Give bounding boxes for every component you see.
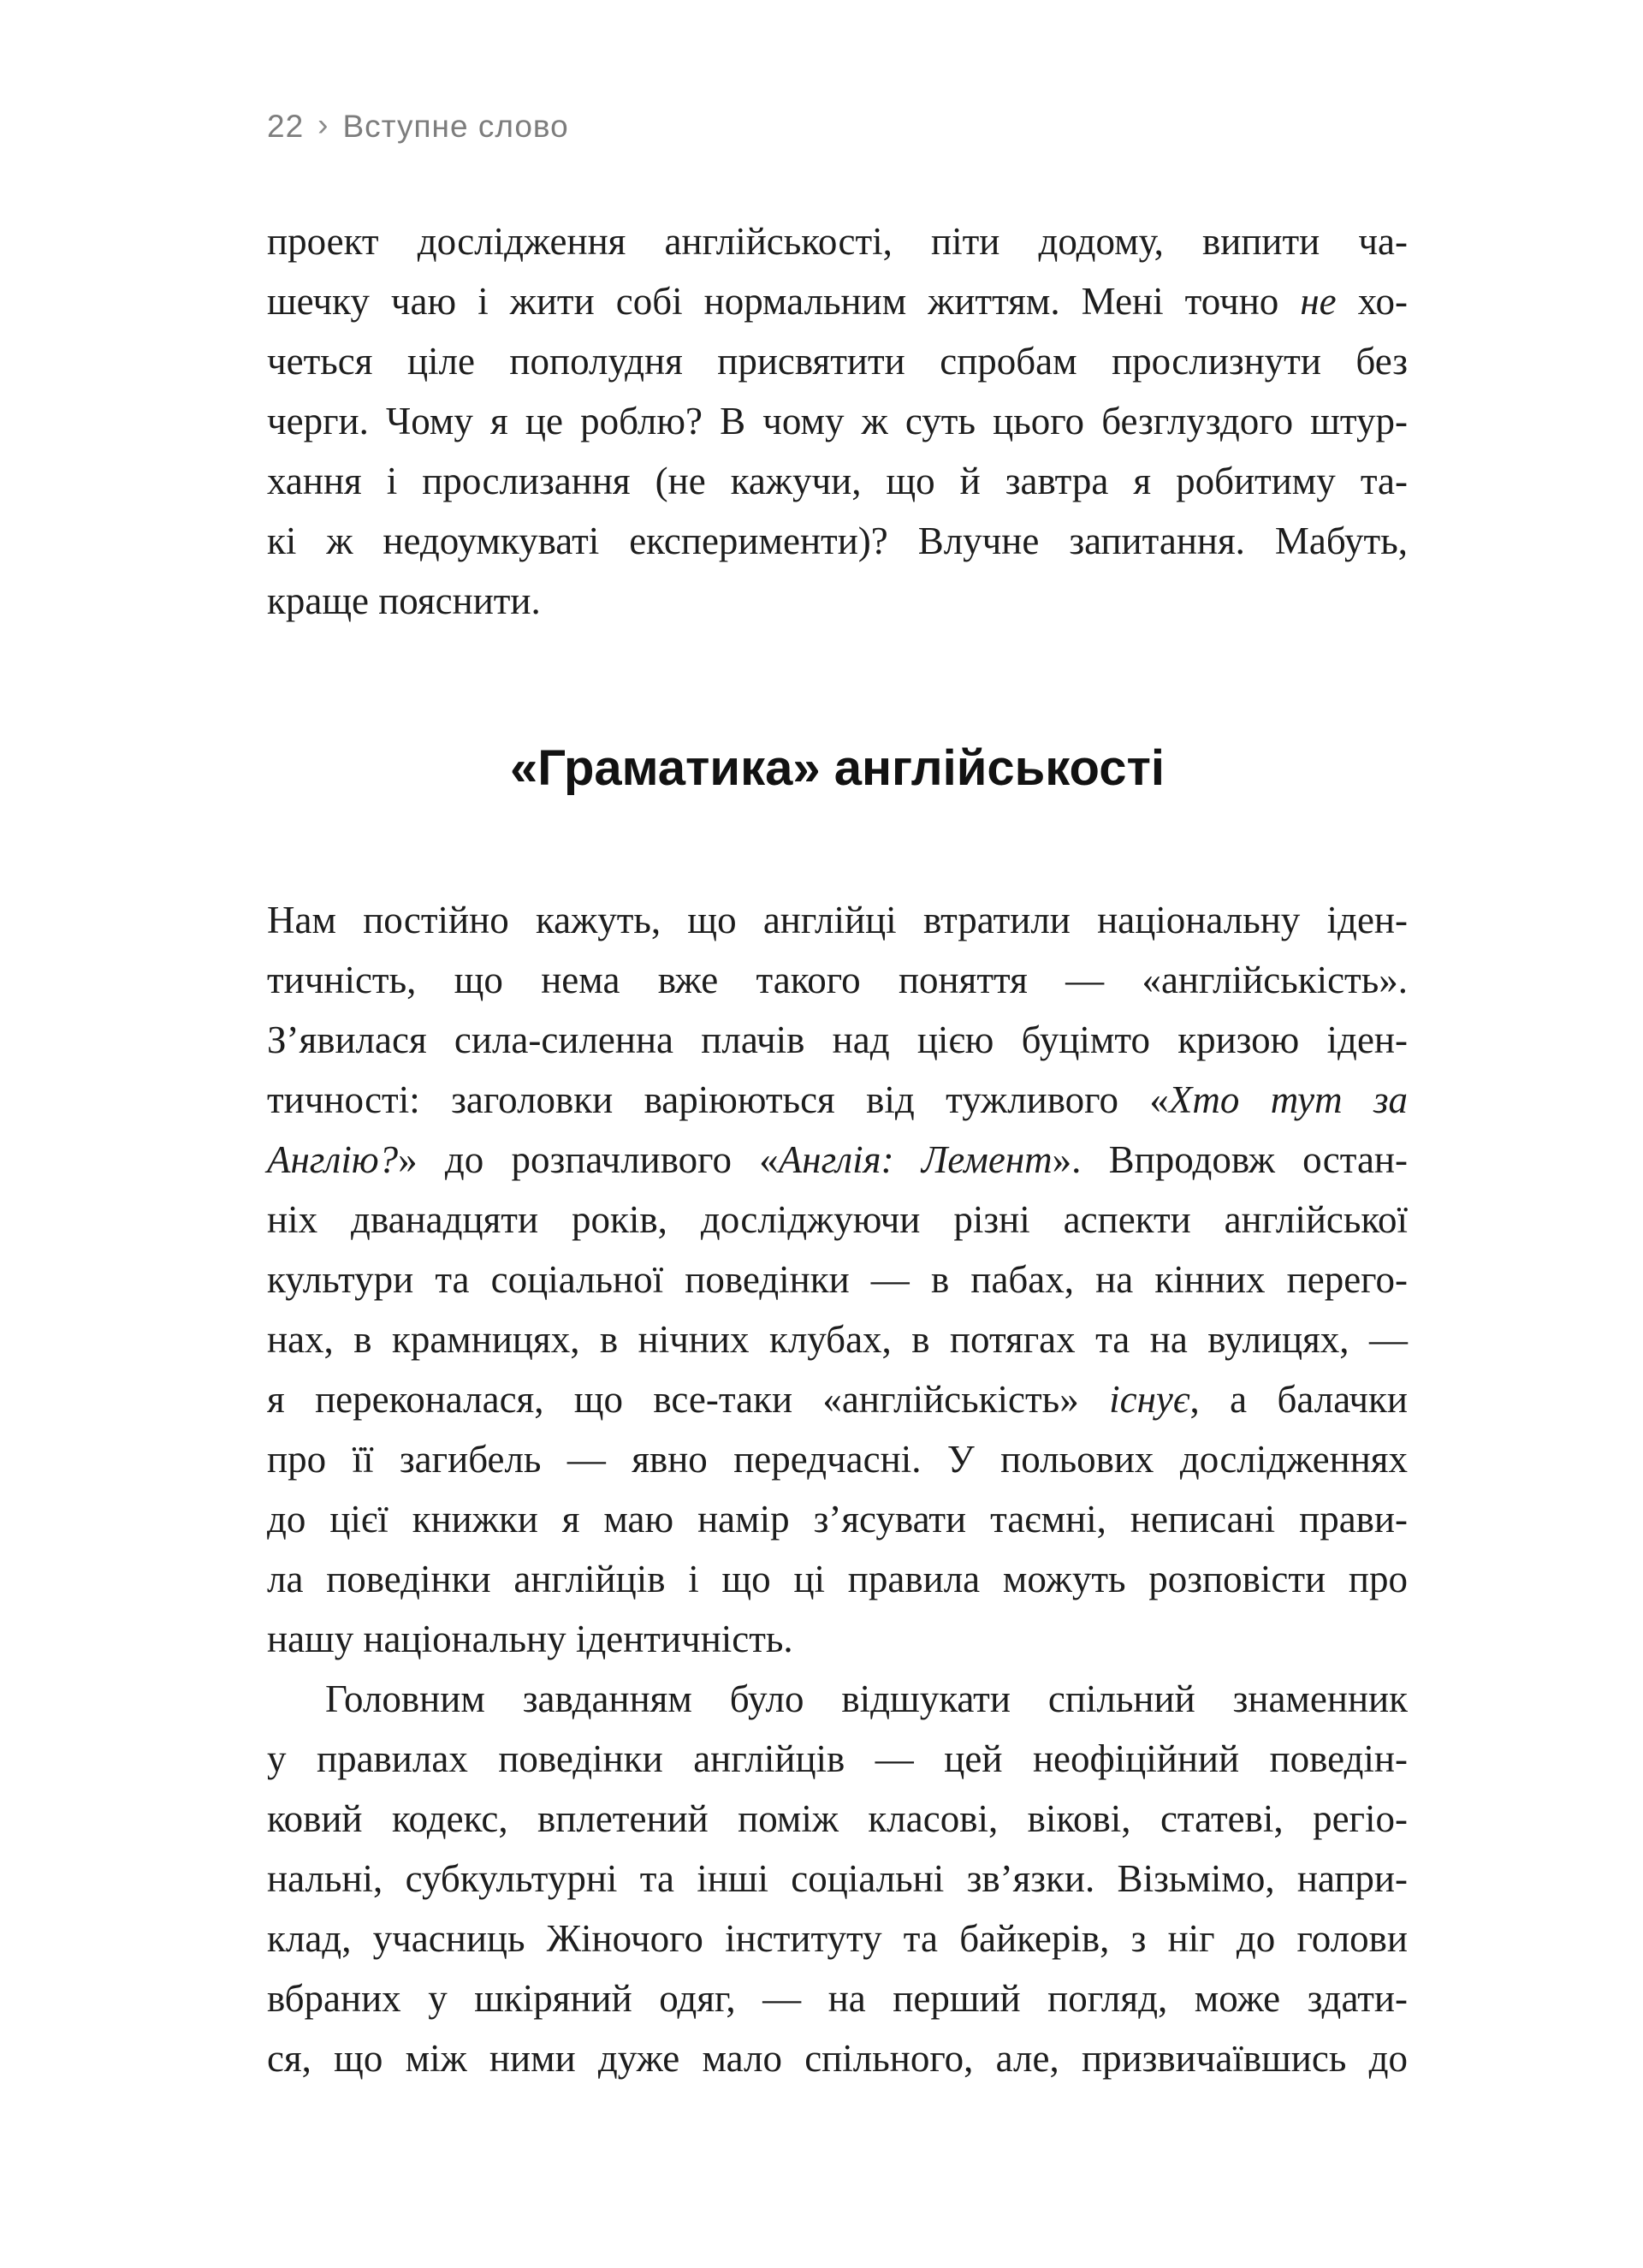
body-text: хо- — [1336, 280, 1408, 323]
body-text: ла поведінки англійців і що ці правила можуть розповісти про — [267, 1558, 1408, 1600]
text-line — [267, 571, 1408, 631]
body-text: тичність, що нема вже такого поняття — «англійськість». — [267, 959, 1408, 1001]
body-text: З’явилася сила-силенна плачів над цією буцімто кризою іден- — [267, 1018, 1408, 1061]
body-text: тичності: заголовки варіюються від тужливого « — [267, 1078, 1169, 1121]
text-line — [267, 331, 1408, 391]
text-line — [267, 1489, 1408, 1549]
body-text: нальні, субкультурні та інші соціальні зв’язки. Візьмімо, напри- — [267, 1857, 1408, 1900]
body-text: ніх дванадцяти років, досліджуючи різні аспекти англійської — [267, 1198, 1408, 1241]
body-text: ». Впродовж остан- — [1052, 1138, 1409, 1181]
text-line — [267, 211, 1408, 271]
section-heading: «Граматика» англійськості — [510, 740, 1165, 796]
text-line — [267, 1070, 1408, 1130]
text-line — [267, 1609, 1408, 1669]
body-text: шечку чаю і жити собі нормальним життям. Мені точно — [267, 280, 1301, 323]
text-line — [267, 890, 1408, 950]
text-line — [267, 1849, 1408, 1909]
italic-text: Хто тут за — [1168, 1078, 1409, 1121]
paragraph — [267, 211, 1408, 631]
body-text: ся, що між ними дуже мало спільного, але, призвичаївшись до — [267, 2037, 1408, 2080]
body-text: черги. Чому я це роблю? В чому ж суть цього безглуздого штур- — [267, 400, 1408, 442]
paragraph — [267, 1669, 1408, 2088]
body-text: , а балачки — [1189, 1378, 1408, 1421]
body-text: Нам постійно кажуть, що англійці втратили національну іден- — [267, 899, 1408, 941]
text-line — [267, 391, 1408, 451]
body-text: краще пояснити. — [267, 579, 541, 622]
italic-text: не — [1300, 280, 1337, 323]
text-line — [267, 1250, 1408, 1309]
italic-text: Англію? — [267, 1138, 399, 1181]
page-number: 22 — [267, 109, 305, 144]
body-text: нах, в крамницях, в нічних клубах, в потягах та на вулицях, — — [267, 1318, 1408, 1361]
running-title: Вступне слово — [342, 109, 569, 144]
text-line — [267, 1010, 1408, 1070]
text-line — [267, 1369, 1408, 1429]
text-line — [267, 2028, 1408, 2088]
body-text: ковий кодекс, вплетений поміж класові, вікові, статеві, регіо- — [267, 1797, 1408, 1840]
body-text: Головним завданням було відшукати спільний знаменник — [325, 1677, 1408, 1720]
text-line — [267, 1669, 1408, 1729]
italic-text: існує — [1109, 1378, 1190, 1421]
text-content — [267, 211, 1408, 2088]
body-text: четься ціле пополудня присвятити спробам прослизнути без — [267, 340, 1408, 383]
running-header — [267, 108, 569, 145]
text-line — [267, 271, 1408, 331]
text-line — [267, 1130, 1408, 1190]
body-text: до цієї книжки я маю намір з’ясувати таємні, неписані прави- — [267, 1498, 1408, 1541]
text-line — [267, 1729, 1408, 1789]
body-text: у правилах поведінки англійців — цей неофіційний поведін- — [267, 1737, 1408, 1780]
body-text: вбраних у шкіряний одяг, — на перший погляд, може здати- — [267, 1977, 1408, 2020]
paragraphs-after-heading — [267, 890, 1408, 2088]
paragraphs-before-heading — [267, 211, 1408, 631]
body-text: клад, учасниць Жіночого інституту та байкерів, з ніг до голови — [267, 1917, 1408, 1960]
body-text: нашу національну ідентичність. — [267, 1618, 793, 1660]
body-text: культури та соціальної поведінки — в пабах, на кінних перего- — [267, 1258, 1408, 1301]
text-line — [267, 950, 1408, 1010]
text-line — [267, 1909, 1408, 1968]
text-line — [267, 1309, 1408, 1369]
text-line — [267, 511, 1408, 571]
body-text: » до розпачливого « — [398, 1138, 779, 1181]
text-line — [267, 1549, 1408, 1609]
body-text: я переконалася, що все-таки «англійськість» — [267, 1378, 1110, 1421]
body-text: кі ж недоумкуваті експерименти)? Влучне запитання. Мабуть, — [267, 520, 1408, 562]
text-line — [267, 1429, 1408, 1489]
italic-text: Англія: Лемент — [778, 1138, 1053, 1181]
text-line — [267, 1190, 1408, 1250]
body-text: проект дослідження англійськості, піти додому, випити ча- — [267, 220, 1408, 263]
text-line — [267, 1968, 1408, 2028]
text-line — [267, 1789, 1408, 1849]
paragraph — [267, 890, 1408, 1669]
text-line — [267, 451, 1408, 511]
body-text: про її загибель — явно передчасні. У польових дослідженнях — [267, 1438, 1408, 1481]
body-text: хання і прослизання (не кажучи, що й завтра я робитиму та- — [267, 460, 1408, 502]
chevron-separator-icon: › — [317, 107, 329, 142]
